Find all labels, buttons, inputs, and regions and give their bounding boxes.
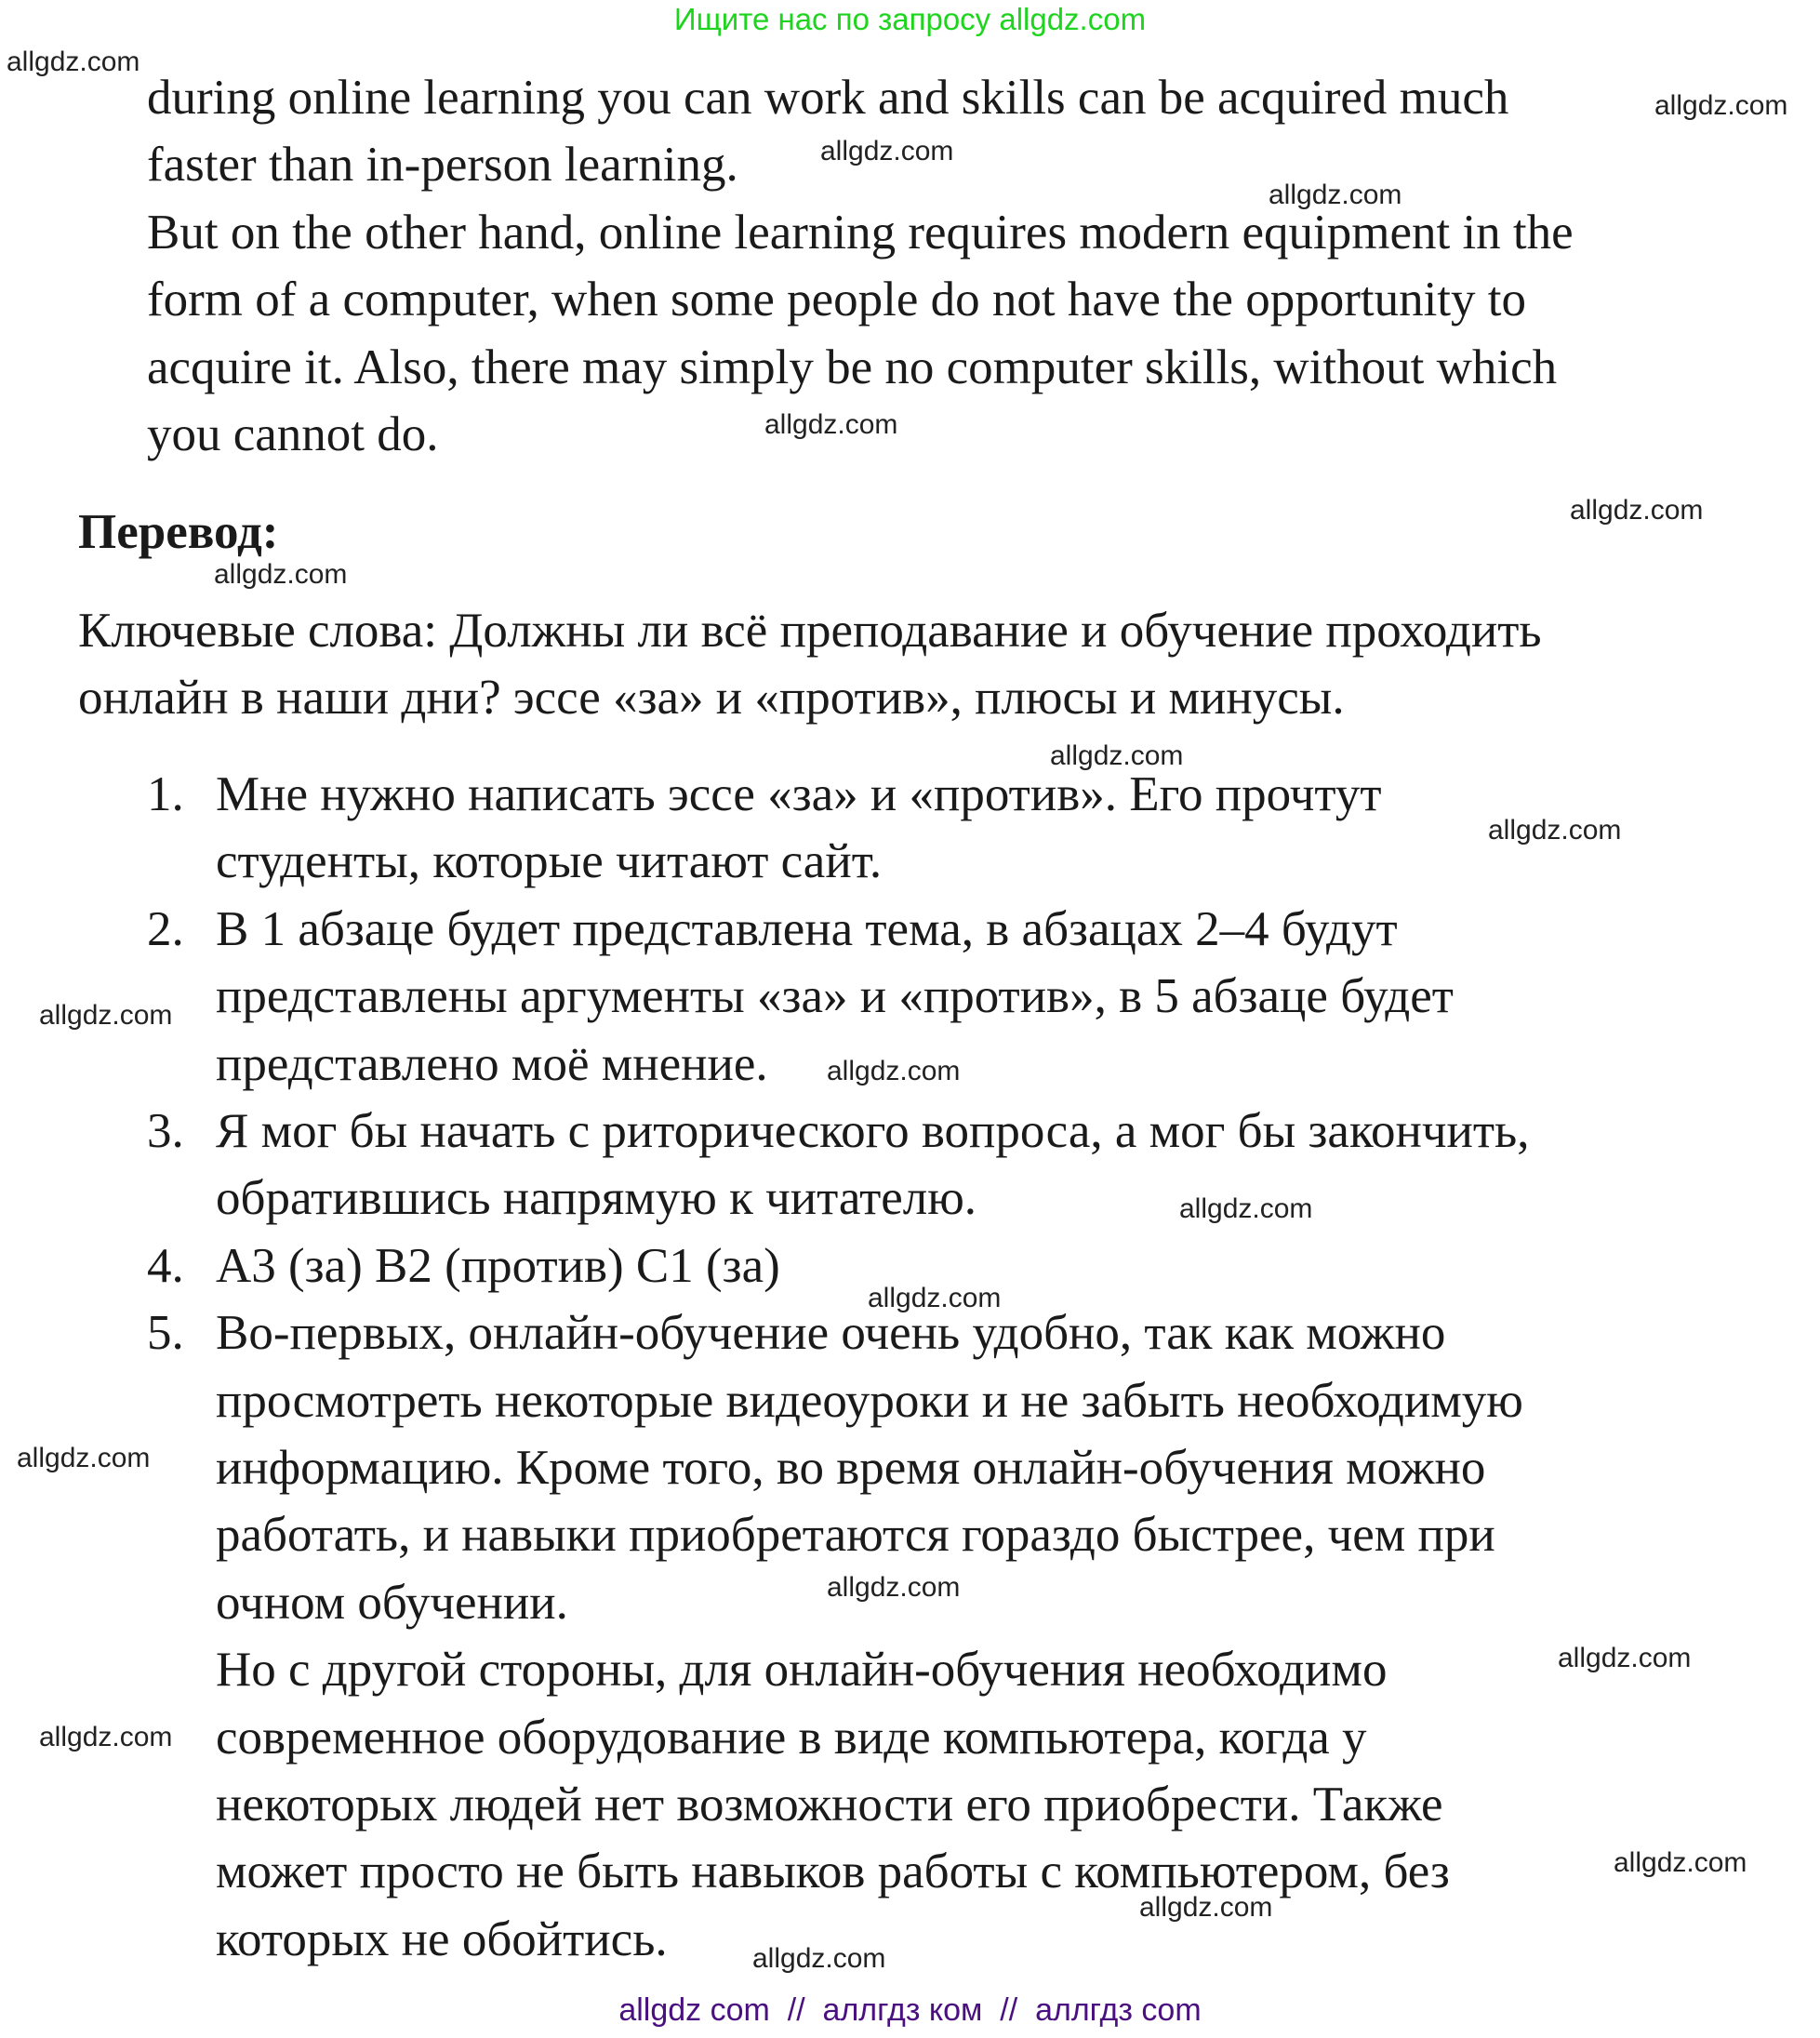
list-item-line: студенты, которые читают сайт.: [216, 834, 883, 889]
list-item-line: которых не обойтись.: [216, 1911, 668, 1966]
list-item-line: представлены аргументы «за» и «против», в 5 абзаце будет: [216, 969, 1454, 1024]
watermark-text: allgdz.com: [1558, 1643, 1692, 1673]
watermark-text: allgdz.com: [868, 1283, 1002, 1313]
list-item-line: представлено моё мнение.: [216, 1036, 768, 1091]
watermark-text: allgdz.com: [1570, 495, 1704, 526]
list-item-line: Во-первых, онлайн-обучение очень удобно, так как можно: [216, 1306, 1446, 1361]
list-number: 1.: [147, 767, 184, 821]
watermark-text: allgdz.com: [752, 1943, 886, 1974]
watermark-text: allgdz.com: [1050, 740, 1184, 771]
list-item-line: очном обучении.: [216, 1575, 568, 1630]
list-item-line: В 1 абзаце будет представлена тема, в абзацах 2–4 будут: [216, 901, 1398, 956]
english-text-line: during online learning you can work and skills can be acquired much: [147, 71, 1509, 125]
english-text-line: faster than in-person learning.: [147, 138, 738, 193]
list-item-line: Мне нужно написать эссе «за» и «против». Его прочтут: [216, 767, 1382, 821]
watermark-text: allgdz.com: [39, 1000, 173, 1031]
watermark-text: allgdz.com: [820, 136, 954, 167]
watermark-text: allgdz.com: [1614, 1847, 1747, 1878]
list-item-line: работать, и навыки приобретаются гораздо быстрее, чем при: [216, 1508, 1495, 1563]
english-text-line: you cannot do.: [147, 407, 439, 461]
watermark-text: allgdz.com: [39, 1722, 173, 1752]
keywords-line: онлайн в наши дни? эссе «за» и «против», плюсы и минусы.: [78, 671, 1345, 726]
list-item-line: A3 (за) B2 (против) C1 (за): [216, 1238, 780, 1293]
list-item-line: Но с другой стороны, для онлайн-обучения необходимо: [216, 1643, 1388, 1698]
top-banner: Ищите нас по запросу allgdz.com: [673, 2, 1147, 36]
list-item-line: информацию. Кроме того, во время онлайн-обучения можно: [216, 1441, 1486, 1495]
watermark-text: allgdz.com: [1654, 90, 1788, 121]
list-item-line: Я мог бы начать с риторического вопроса, а мог бы закончить,: [216, 1104, 1530, 1158]
keywords-line: Ключевые слова: Должны ли всё преподавание и обучение проходить: [78, 604, 1542, 658]
list-item-line: просмотреть некоторые видеоуроки и не забыть необходимую: [216, 1373, 1523, 1428]
list-item-line: некоторых людей нет возможности его приобрести. Также: [216, 1778, 1443, 1832]
list-item-line: современное оборудование в виде компьютера, когда у: [216, 1710, 1367, 1765]
watermark-text: allgdz.com: [764, 409, 898, 440]
english-text-line: acquire it. Also, there may simply be no computer skills, without which: [147, 340, 1558, 394]
english-text-line: But on the other hand, online learning requires modern equipment in the: [147, 205, 1574, 260]
watermark-text: allgdz.com: [1269, 180, 1402, 210]
english-text-line: form of a computer, when some people do not have the opportunity to: [147, 273, 1526, 327]
watermark-text: allgdz.com: [1488, 815, 1622, 846]
footer-watermark: allgdz com // аллгдз ком // аллгдз com: [618, 1992, 1202, 2028]
list-item-line: может просто не быть навыков работы с компьютером, без: [216, 1845, 1450, 1899]
watermark-text: allgdz.com: [1139, 1892, 1273, 1923]
list-number: 2.: [147, 901, 184, 956]
watermark-text: allgdz.com: [827, 1056, 961, 1086]
list-number: 5.: [147, 1306, 184, 1361]
list-number: 3.: [147, 1104, 184, 1158]
translation-heading: Перевод:: [78, 505, 279, 559]
watermark-text: allgdz.com: [214, 559, 348, 590]
watermark-text: allgdz.com: [1179, 1193, 1313, 1224]
watermark-text: allgdz.com: [17, 1443, 151, 1473]
watermark-text: allgdz.com: [827, 1572, 961, 1603]
list-number: 4.: [147, 1238, 184, 1293]
watermark-text: allgdz.com: [7, 47, 140, 77]
list-item-line: обратившись напрямую к читателю.: [216, 1171, 977, 1226]
